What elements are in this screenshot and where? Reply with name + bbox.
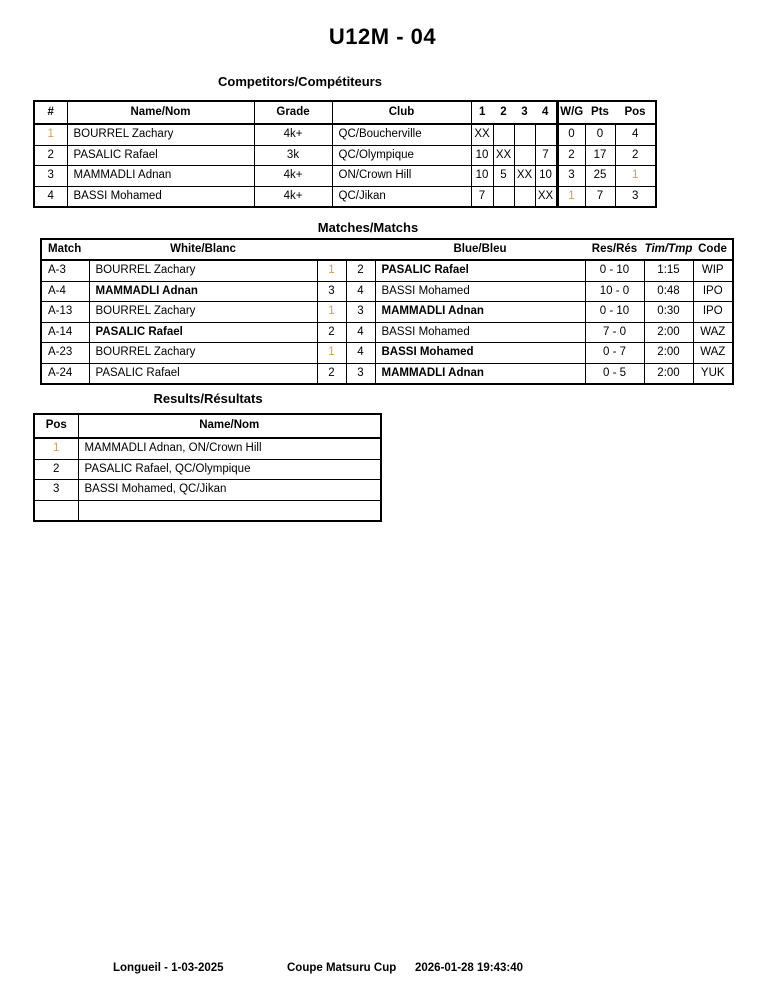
match-result: 7 - 0	[585, 322, 644, 343]
blue-player-name: BASSI Mohamed	[375, 322, 585, 343]
competitors-col-club: Club	[332, 101, 471, 124]
result-vs-4: 7	[535, 145, 557, 166]
results-col-position: Pos	[34, 414, 78, 438]
match-time: 1:15	[644, 260, 693, 281]
result-vs-1: 10	[471, 166, 493, 187]
matches-col-time: Tim/Tmp	[644, 239, 693, 260]
final-competitor: BASSI Mohamed, QC/Jikan	[78, 480, 381, 501]
match-id: A-24	[41, 363, 89, 384]
wins-count: 3	[557, 166, 585, 187]
table-row	[34, 459, 381, 480]
competitor-name: BOURREL Zachary	[67, 124, 254, 145]
table-row	[34, 186, 656, 207]
blue-player-name: BASSI Mohamed	[375, 281, 585, 302]
footer-event-name: Coupe Matsuru Cup	[287, 962, 397, 974]
match-result: 10 - 0	[585, 281, 644, 302]
final-position: 2	[34, 459, 78, 480]
blue-player-number: 3	[346, 363, 375, 384]
result-vs-4: 10	[535, 166, 557, 187]
match-id: A-13	[41, 302, 89, 323]
competitor-grade: 3k	[254, 145, 332, 166]
final-competitor	[78, 500, 381, 521]
competitors-header-row	[34, 101, 656, 124]
result-vs-1: 7	[471, 186, 493, 207]
match-result: 0 - 10	[585, 260, 644, 281]
competitor-name: MAMMADLI Adnan	[67, 166, 254, 187]
white-player-name: BOURREL Zachary	[89, 302, 317, 323]
competitors-col-wins: W/G	[557, 101, 585, 124]
match-time: 0:30	[644, 302, 693, 323]
table-row	[34, 166, 656, 187]
final-position: 3	[34, 480, 78, 501]
position: 1	[615, 166, 656, 187]
footer-timestamp: 2026-01-28 19:43:40	[415, 962, 524, 974]
final-competitor: MAMMADLI Adnan, ON/Crown Hill	[78, 438, 381, 459]
position: 2	[615, 145, 656, 166]
competitor-number: 2	[34, 145, 67, 166]
match-id: A-23	[41, 343, 89, 364]
competitor-club: QC/Olympique	[332, 145, 471, 166]
match-code: WAZ	[693, 343, 733, 364]
final-competitor: PASALIC Rafael, QC/Olympique	[78, 459, 381, 480]
table-row	[34, 145, 656, 166]
matches-col-white-num	[317, 239, 346, 260]
competitor-club: ON/Crown Hill	[332, 166, 471, 187]
match-code: WIP	[693, 260, 733, 281]
result-vs-3	[514, 145, 535, 166]
footer-location-date: Longueil - 1-03-2025	[113, 962, 224, 974]
white-player-number: 3	[317, 281, 346, 302]
competitor-number: 1	[34, 124, 67, 145]
competitors-col-round1: 1	[471, 101, 493, 124]
competitors-col-round2: 2	[493, 101, 514, 124]
competitors-col-points: Pts	[585, 101, 615, 124]
page-title: U12M - 04	[328, 24, 437, 49]
competitors-col-position: Pos	[615, 101, 656, 124]
competitors-col-round4: 4	[535, 101, 557, 124]
white-player-number: 1	[317, 302, 346, 323]
competitor-name: PASALIC Rafael	[67, 145, 254, 166]
match-code: IPO	[693, 302, 733, 323]
results-table	[33, 413, 382, 522]
wins-count: 0	[557, 124, 585, 145]
white-player-number: 2	[317, 363, 346, 384]
table-row	[41, 302, 733, 323]
match-result: 0 - 10	[585, 302, 644, 323]
white-player-name: BOURREL Zachary	[89, 343, 317, 364]
table-row	[34, 438, 381, 459]
result-vs-1: XX	[471, 124, 493, 145]
blue-player-name: MAMMADLI Adnan	[375, 302, 585, 323]
competitors-col-grade: Grade	[254, 101, 332, 124]
competitor-name: BASSI Mohamed	[67, 186, 254, 207]
table-row	[41, 260, 733, 281]
table-row	[41, 363, 733, 384]
match-time: 2:00	[644, 322, 693, 343]
page-footer	[0, 962, 765, 978]
results-heading: Results/Résultats	[153, 391, 263, 406]
match-id: A-4	[41, 281, 89, 302]
white-player-number: 1	[317, 343, 346, 364]
table-row	[41, 281, 733, 302]
results-header-row	[34, 414, 381, 438]
white-player-number: 1	[317, 260, 346, 281]
points: 0	[585, 124, 615, 145]
match-id: A-3	[41, 260, 89, 281]
result-vs-2	[493, 186, 514, 207]
result-vs-1: 10	[471, 145, 493, 166]
position: 3	[615, 186, 656, 207]
competitors-col-round3: 3	[514, 101, 535, 124]
matches-table	[40, 238, 734, 385]
competitor-grade: 4k+	[254, 166, 332, 187]
wins-count: 2	[557, 145, 585, 166]
blue-player-name: BASSI Mohamed	[375, 343, 585, 364]
competitor-grade: 4k+	[254, 186, 332, 207]
match-id: A-14	[41, 322, 89, 343]
table-row	[41, 322, 733, 343]
result-vs-4: XX	[535, 186, 557, 207]
blue-player-name: PASALIC Rafael	[375, 260, 585, 281]
competitors-table	[33, 100, 657, 208]
blue-player-name: MAMMADLI Adnan	[375, 363, 585, 384]
white-player-name: PASALIC Rafael	[89, 363, 317, 384]
match-time: 2:00	[644, 363, 693, 384]
match-result: 0 - 7	[585, 343, 644, 364]
competitors-col-number: #	[34, 101, 67, 124]
matches-col-result: Res/Rés	[585, 239, 644, 260]
position: 4	[615, 124, 656, 145]
white-player-number: 2	[317, 322, 346, 343]
result-vs-3	[514, 124, 535, 145]
result-vs-3: XX	[514, 166, 535, 187]
competitors-col-name: Name/Nom	[67, 101, 254, 124]
final-position: 1	[34, 438, 78, 459]
result-vs-2: 5	[493, 166, 514, 187]
competitor-number: 3	[34, 166, 67, 187]
white-player-name: MAMMADLI Adnan	[89, 281, 317, 302]
matches-col-white: White/Blanc	[89, 239, 317, 260]
matches-header-row	[41, 239, 733, 260]
match-code: WAZ	[693, 322, 733, 343]
white-player-name: PASALIC Rafael	[89, 322, 317, 343]
match-time: 0:48	[644, 281, 693, 302]
blue-player-number: 3	[346, 302, 375, 323]
points: 25	[585, 166, 615, 187]
table-row	[34, 124, 656, 145]
match-code: YUK	[693, 363, 733, 384]
matches-col-match: Match	[41, 239, 89, 260]
final-position	[34, 500, 78, 521]
table-row	[41, 343, 733, 364]
result-vs-2	[493, 124, 514, 145]
competitor-club: QC/Jikan	[332, 186, 471, 207]
result-vs-3	[514, 186, 535, 207]
results-col-name: Name/Nom	[78, 414, 381, 438]
wins-count: 1	[557, 186, 585, 207]
competitor-number: 4	[34, 186, 67, 207]
matches-col-blue-num	[346, 239, 375, 260]
match-code: IPO	[693, 281, 733, 302]
table-row	[34, 480, 381, 501]
blue-player-number: 4	[346, 322, 375, 343]
matches-col-blue: Blue/Bleu	[375, 239, 585, 260]
result-vs-4	[535, 124, 557, 145]
competitors-heading: Competitors/Compétiteurs	[218, 74, 382, 89]
blue-player-number: 4	[346, 343, 375, 364]
points: 17	[585, 145, 615, 166]
matches-heading: Matches/Matchs	[317, 220, 419, 235]
competitor-grade: 4k+	[254, 124, 332, 145]
white-player-name: BOURREL Zachary	[89, 260, 317, 281]
table-row	[34, 500, 381, 521]
blue-player-number: 2	[346, 260, 375, 281]
match-time: 2:00	[644, 343, 693, 364]
result-vs-2: XX	[493, 145, 514, 166]
points: 7	[585, 186, 615, 207]
competitor-club: QC/Boucherville	[332, 124, 471, 145]
blue-player-number: 4	[346, 281, 375, 302]
match-result: 0 - 5	[585, 363, 644, 384]
matches-col-code: Code	[693, 239, 733, 260]
